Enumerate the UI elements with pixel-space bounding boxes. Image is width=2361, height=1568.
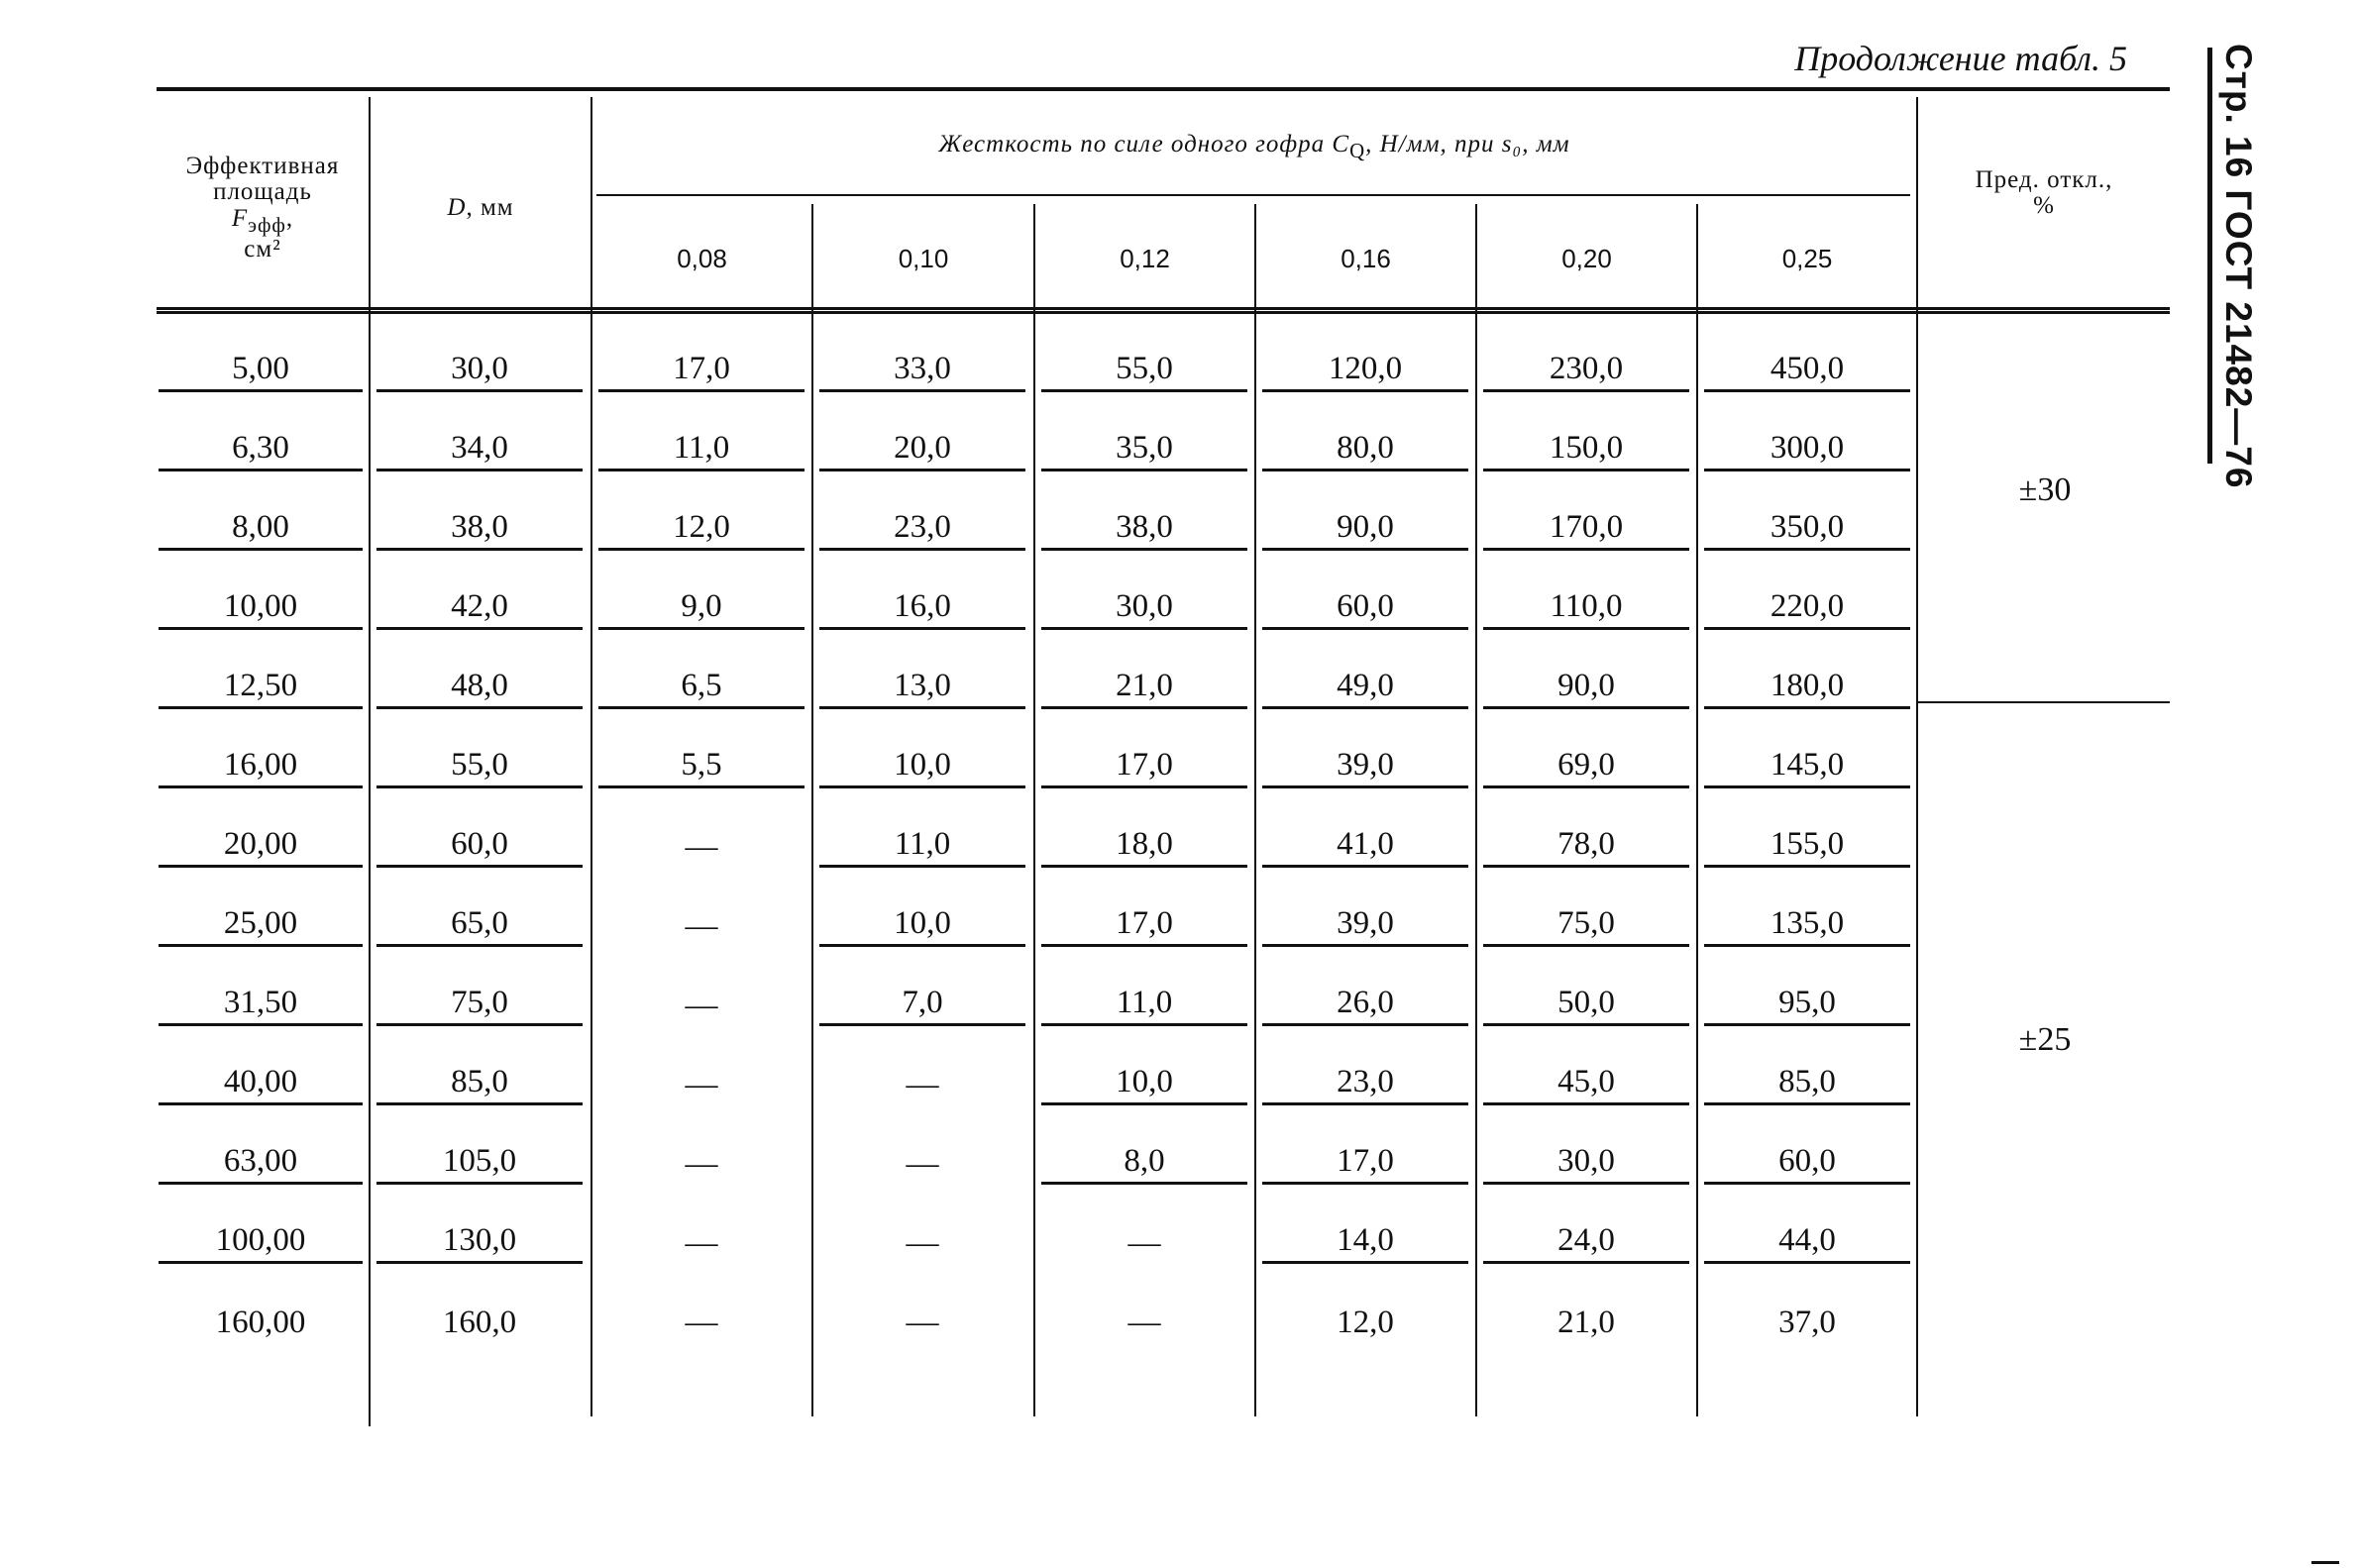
cell-s012: — (1127, 1225, 1161, 1261)
cell-area: 10,00 (159, 582, 363, 630)
cell-area: 20,00 (159, 820, 363, 868)
cell-s008: — (685, 829, 718, 865)
cell-diameter: 30,0 (376, 345, 583, 392)
cell-s025: 180,0 (1704, 662, 1910, 709)
tolerance-value: ±30 (2018, 471, 2072, 508)
header-s0-value: 0,08 (677, 244, 727, 274)
cell-area: 5,00 (159, 345, 363, 392)
cell-s025: 350,0 (1704, 503, 1910, 551)
cell-s008: 11,0 (598, 424, 805, 471)
cell-s020: 75,0 (1483, 899, 1689, 947)
cell-s020: 170,0 (1483, 503, 1689, 551)
cell-area: 25,00 (159, 899, 363, 947)
cell-s016: 26,0 (1262, 979, 1468, 1026)
cell-s010: — (906, 1146, 939, 1182)
cell-s025: 37,0 (1778, 1305, 1836, 1340)
cell-s020: 230,0 (1483, 345, 1689, 392)
cell-s016: 41,0 (1262, 820, 1468, 868)
cell-s012: 11,0 (1041, 979, 1247, 1026)
table-continuation-caption: Продолжение табл. 5 (1794, 39, 2127, 78)
page-corner-mark (2311, 1561, 2339, 1564)
cell-s025: 155,0 (1704, 820, 1910, 868)
cell-s008: — (685, 1146, 718, 1182)
cell-diameter: 42,0 (376, 582, 583, 630)
stiffness-subheader-rule (596, 194, 1910, 196)
header-s0-value: 0,10 (898, 244, 949, 274)
cell-s025: 95,0 (1704, 979, 1910, 1026)
cell-s008: 6,5 (598, 662, 805, 709)
cell-s010: 11,0 (819, 820, 1025, 868)
cell-s008: — (685, 1305, 718, 1340)
table-top-rule (157, 87, 2170, 91)
column-divider (1475, 204, 1477, 1416)
header-s0-value: 0,12 (1120, 244, 1170, 274)
cell-s020: 45,0 (1483, 1058, 1689, 1105)
header-stiffness (592, 117, 1916, 176)
header-stiffness-text: Жесткость по силе одного гофра C (938, 130, 1350, 157)
column-divider (1916, 97, 1918, 1416)
cell-area: 8,00 (159, 503, 363, 551)
cell-s016: 49,0 (1262, 662, 1468, 709)
cell-s012: 18,0 (1041, 820, 1247, 868)
cell-s025: 135,0 (1704, 899, 1910, 947)
cell-s008: 17,0 (598, 345, 805, 392)
cell-area: 40,00 (159, 1058, 363, 1105)
cell-s020: 110,0 (1483, 582, 1689, 630)
cell-s016: 80,0 (1262, 424, 1468, 471)
cell-s020: 78,0 (1483, 820, 1689, 868)
cell-s010: 10,0 (819, 741, 1025, 788)
cell-s025: 450,0 (1704, 345, 1910, 392)
cell-s016: 39,0 (1262, 741, 1468, 788)
column-divider (369, 97, 371, 1426)
cell-s012: 21,0 (1041, 662, 1247, 709)
cell-s008: 5,5 (598, 741, 805, 788)
cell-diameter: 85,0 (376, 1058, 583, 1105)
cell-s008: 9,0 (598, 582, 805, 630)
tolerance-group-separator (1916, 701, 2170, 703)
cell-diameter: 48,0 (376, 662, 583, 709)
page-side-label: Стр. 16 ГОСТ 21482—76 (2218, 44, 2259, 489)
header-s0-value: 0,16 (1341, 244, 1391, 274)
cell-area: 16,00 (159, 741, 363, 788)
cell-s010: — (906, 1305, 939, 1340)
cell-area: 12,50 (159, 662, 363, 709)
cell-s008: 12,0 (598, 503, 805, 551)
cell-s016: 12,0 (1337, 1305, 1394, 1340)
header-area-symbol: F (231, 204, 249, 232)
cell-s012: 38,0 (1041, 503, 1247, 551)
cell-s008: — (685, 1067, 718, 1102)
cell-s025: 85,0 (1704, 1058, 1910, 1105)
column-divider (1033, 204, 1035, 1416)
header-area-line1: Эффективная (185, 153, 340, 180)
cell-s010: 20,0 (819, 424, 1025, 471)
column-divider (1696, 204, 1698, 1416)
cell-diameter: 55,0 (376, 741, 583, 788)
cell-s008: — (685, 908, 718, 944)
cell-area: 31,50 (159, 979, 363, 1026)
cell-area: 100,00 (159, 1216, 363, 1264)
cell-diameter: 75,0 (376, 979, 583, 1026)
cell-s012: 55,0 (1041, 345, 1247, 392)
cell-area: 6,30 (159, 424, 363, 471)
cell-s010: 16,0 (819, 582, 1025, 630)
header-diameter-unit: , мм (466, 193, 514, 221)
cell-s016: 39,0 (1262, 899, 1468, 947)
cell-diameter: 65,0 (376, 899, 583, 947)
column-divider (1254, 204, 1256, 1416)
cell-s025: 300,0 (1704, 424, 1910, 471)
cell-s016: 90,0 (1262, 503, 1468, 551)
cell-s020: 150,0 (1483, 424, 1689, 471)
cell-s010: — (906, 1225, 939, 1261)
header-area-unit: см² (244, 235, 281, 262)
header-stiffness-sub: Q (1349, 138, 1366, 162)
header-tolerance (1918, 149, 2170, 238)
cell-s016: 17,0 (1262, 1137, 1468, 1185)
header-area-line2: площадь (213, 178, 312, 206)
cell-diameter: 130,0 (376, 1216, 583, 1264)
header-tolerance-line2: % (2033, 192, 2055, 219)
cell-s025: 60,0 (1704, 1137, 1910, 1185)
header-effective-area: Эффективная площадь $F_{эфф}$, см² (185, 153, 340, 262)
cell-area: 160,00 (215, 1305, 306, 1340)
table-header-rule (157, 307, 2170, 314)
cell-s020: 30,0 (1483, 1137, 1689, 1185)
cell-s012: 35,0 (1041, 424, 1247, 471)
cell-s016: 120,0 (1262, 345, 1468, 392)
cell-s010: 10,0 (819, 899, 1025, 947)
header-s0-value: 0,25 (1781, 244, 1833, 274)
cell-s010: 23,0 (819, 503, 1025, 551)
cell-diameter: 38,0 (376, 503, 583, 551)
header-s0-value: 0,20 (1561, 244, 1612, 274)
cell-s012: 8,0 (1041, 1137, 1247, 1185)
cell-diameter: 34,0 (376, 424, 583, 471)
cell-s012: 30,0 (1041, 582, 1247, 630)
cell-s020: 24,0 (1483, 1216, 1689, 1264)
header-diameter (371, 139, 590, 277)
cell-s008: — (685, 1225, 718, 1261)
cell-s025: 44,0 (1704, 1216, 1910, 1264)
cell-diameter: 160,0 (442, 1305, 517, 1340)
cell-s010: 7,0 (819, 979, 1025, 1026)
cell-s016: 23,0 (1262, 1058, 1468, 1105)
cell-s010: 13,0 (819, 662, 1025, 709)
cell-s025: 145,0 (1704, 741, 1910, 788)
cell-s010: 33,0 (819, 345, 1025, 392)
cell-s020: 90,0 (1483, 662, 1689, 709)
column-divider (811, 204, 813, 1416)
cell-s012: 17,0 (1041, 741, 1247, 788)
cell-s008: — (685, 988, 718, 1023)
header-area-subscript: эфф (248, 212, 286, 237)
cell-s025: 220,0 (1704, 582, 1910, 630)
cell-diameter: 60,0 (376, 820, 583, 868)
header-tolerance-line1: Пред. откл., (1975, 165, 2113, 193)
tolerance-value: ±25 (2018, 1021, 2072, 1058)
cell-area: 63,00 (159, 1137, 363, 1185)
cell-s012: — (1127, 1305, 1161, 1340)
cell-s010: — (906, 1067, 939, 1102)
cell-s020: 21,0 (1557, 1305, 1615, 1340)
header-diameter-symbol: D (447, 193, 467, 221)
cell-s016: 14,0 (1262, 1216, 1468, 1264)
cell-s012: 10,0 (1041, 1058, 1247, 1105)
cell-diameter: 105,0 (376, 1137, 583, 1185)
header-stiffness-tail: , Н/мм, при s₀, мм (1365, 130, 1570, 157)
cell-s020: 50,0 (1483, 979, 1689, 1026)
cell-s020: 69,0 (1483, 741, 1689, 788)
cell-s012: 17,0 (1041, 899, 1247, 947)
cell-s016: 60,0 (1262, 582, 1468, 630)
column-divider (590, 97, 592, 1416)
